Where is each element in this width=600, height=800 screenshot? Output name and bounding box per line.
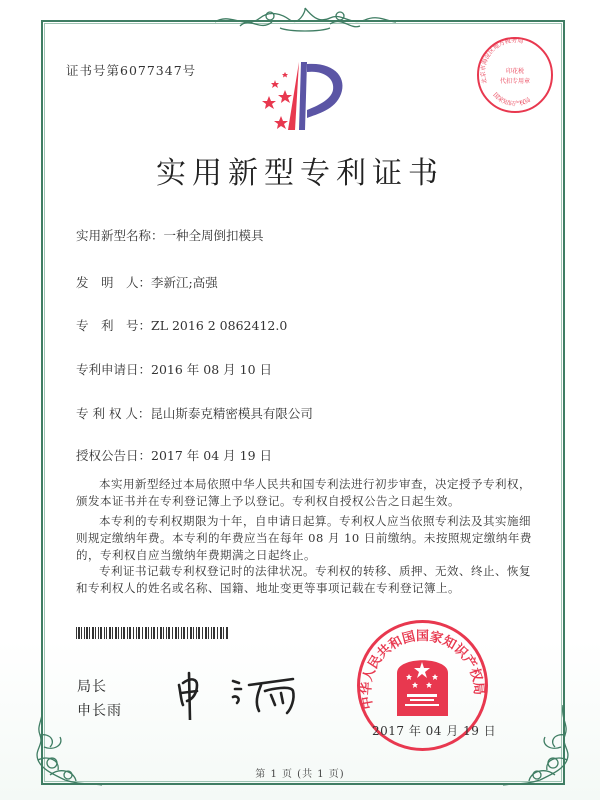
field-value: 2017 年 04 月 19 日 [151, 448, 273, 463]
field-value: 一种全周倒扣模具 [163, 228, 264, 243]
page-number: 第 1 页 (共 1 页) [255, 769, 345, 780]
svg-text:代扣专用章: 代扣专用章 [499, 78, 531, 85]
field-application-date [76, 360, 272, 378]
field-grant-date [76, 446, 272, 464]
field-patent-number [76, 316, 287, 334]
field-value: 昆山斯泰克精密模具有限公司 [150, 406, 313, 421]
certificate-title: 实用新型专利证书 [156, 156, 444, 191]
tax-stamp-icon [475, 35, 555, 115]
field-label: 实用新型名称： [76, 228, 164, 243]
field-utility-model-name [76, 226, 264, 244]
paragraph-text: 本实用新型经过本局依照中华人民共和国专利法进行初步审查，决定授予专利权，颁发本证书并在专利登记簿上予以登记。专利权自授权公告之日起生效。 [76, 477, 531, 508]
certificate-number: 证书号第6077347号 [66, 63, 197, 78]
svg-text:印花税: 印花税 [505, 68, 525, 75]
cnipa-logo-icon [255, 58, 350, 136]
svg-text:中华人民共和国国家知识产权局: 中华人民共和国国家知识产权局 [359, 629, 486, 711]
legal-paragraph-1 [76, 476, 536, 510]
paragraph-text: 专利证书记载专利权登记时的法律状况。专利权的转移、质押、无效、终止、恢复和专利权人的姓名或名称、国籍、地址变更等事项记载在专利登记簿上。 [76, 564, 531, 595]
paragraph-text: 本专利的专利权期限为十年，自申请日起算。专利权人应当依照专利法及其实施细则规定缴纳年费。本专利的年费应当在每年 08 月 10 日前缴纳。未按照规定缴纳年费的，专利权自应当缴纳年费期满之日起终止。 [76, 514, 532, 562]
legal-paragraph-3 [76, 563, 536, 597]
legal-paragraph-2 [76, 513, 536, 564]
seal-date: 2017 年 04 月 19 日 [372, 724, 497, 738]
field-label: 授权公告日： [76, 448, 152, 463]
svg-text:北京市海淀区地方税务局: 北京市海淀区地方税务局 [479, 37, 524, 85]
top-ornament-icon [210, 2, 400, 38]
field-inventors [76, 273, 218, 291]
field-label: 专利申请日： [76, 362, 152, 377]
field-value: 2016 年 08 月 10 日 [151, 362, 273, 377]
director-signature-icon [175, 665, 305, 720]
field-value: ZL 2016 2 0862412.0 [151, 318, 288, 333]
field-label: 专 利 号： [76, 318, 152, 333]
barcode-icon [76, 627, 228, 639]
director-title: 局长 [77, 679, 107, 695]
field-label: 专 利 权 人： [76, 406, 151, 421]
field-value: 李新江;高强 [151, 275, 218, 290]
field-patentee [76, 404, 313, 422]
field-label: 发 明 人： [76, 275, 152, 290]
svg-text:国家知识产权局: 国家知识产权局 [491, 91, 532, 108]
director-name: 申长雨 [77, 703, 122, 719]
